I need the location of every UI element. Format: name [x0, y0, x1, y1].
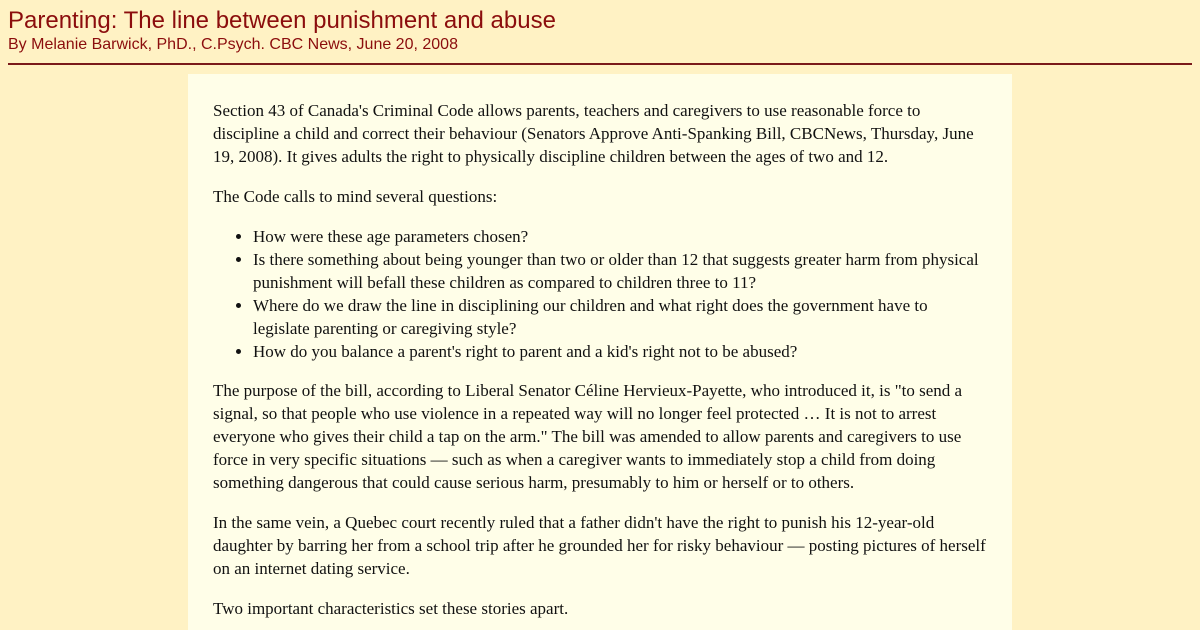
list-item: • Is there something about being younger than two or older than 12 that suggests greater harm from physical punishment will befall these children as compared to children three to 11?	[253, 248, 987, 294]
paragraph-intro: Section 43 of Canada's Criminal Code allows parents, teachers and caregivers to use reasonable force to discipline a child and correct their behaviour (Senators Approve Anti-Spanking Bill, CBCNews, Thursday, June 19, 2008). It gives adults the right to physically discipline children between the ages of two and 12.	[213, 101, 974, 166]
byline: By Melanie Barwick, PhD., C.Psych. CBC News, June 20, 2008	[8, 36, 458, 53]
page-header	[8, 0, 1192, 65]
paragraph-questions-lead: The Code calls to mind several questions:	[213, 187, 498, 206]
paragraph-characteristics: Two important characteristics set these stories apart.	[213, 599, 569, 618]
list-item: • How were these age parameters chosen?	[253, 225, 987, 248]
list-item: • Where do we draw the line in disciplining our children and what right does the government have to legislate parenting or caregiving style?	[253, 294, 987, 340]
page-title: Parenting: The line between punishment and abuse	[8, 7, 556, 34]
questions-list	[213, 225, 987, 363]
paragraph-quebec-court: In the same vein, a Quebec court recently ruled that a father didn't have the right to punish his 12-year-old daughter by barring her from a school trip after he grounded her for risky behaviour — posting pictures of herself on an internet dating service.	[213, 513, 986, 578]
list-item: • How do you balance a parent's right to parent and a kid's right not to be abused?	[253, 340, 987, 363]
paragraph-bill-purpose: The purpose of the bill, according to Liberal Senator Céline Hervieux-Payette, who introduced it, is "to send a signal, so that people who use violence in a repeated way will no longer feel protected … It is not to arrest everyone who gives their child a tap on the arm." The bill was amended to allow parents and caregivers to use force in very specific situations — such as when a caregiver wants to immediately stop a child from doing something dangerous that could cause serious harm, presumably to him or herself or to others.	[213, 381, 963, 492]
article-body	[188, 74, 1012, 630]
